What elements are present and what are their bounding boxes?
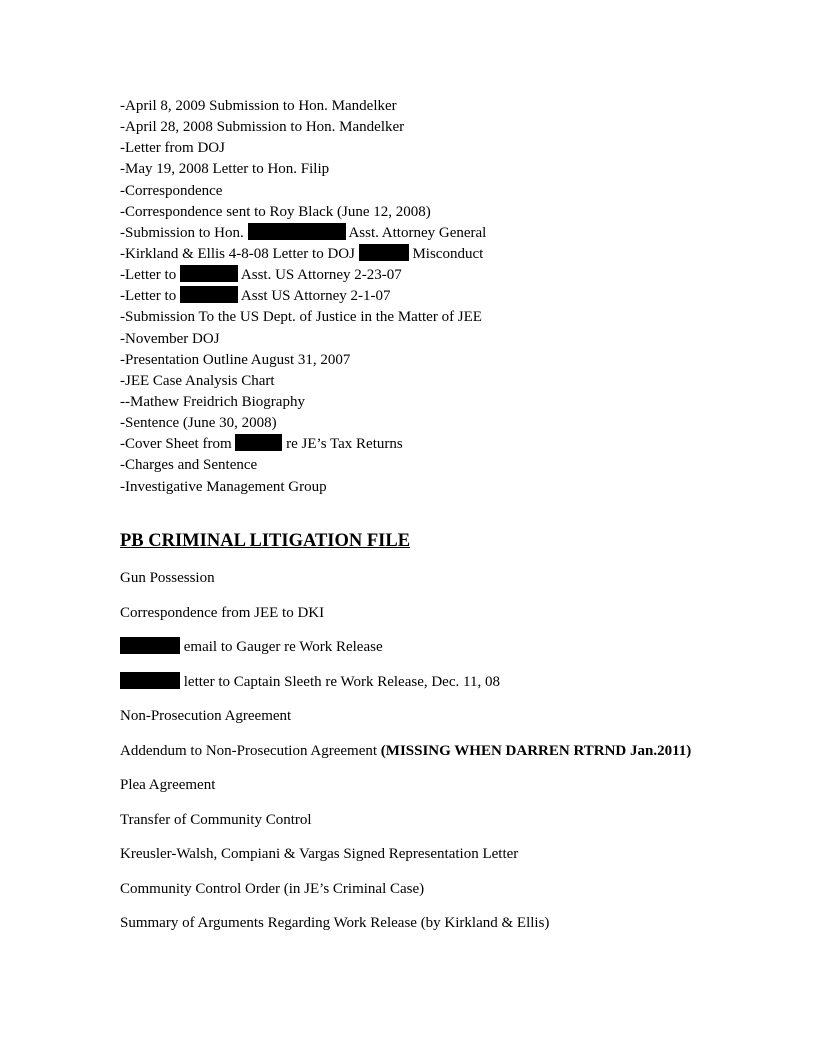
list-item: -Letter from DOJ	[120, 140, 225, 157]
list-item-text: Addendum to Non-Prosecution Agreement	[120, 742, 381, 759]
list-item	[120, 265, 720, 286]
section-file-list	[120, 568, 700, 948]
list-item: -Submission To the US Dept. of Justice in the Matter of JEE	[120, 309, 482, 326]
list-item-text: Asst. US Attorney 2-23-07	[237, 267, 402, 284]
redaction-bar	[120, 637, 180, 654]
list-item-text: -Cover Sheet from	[120, 436, 236, 453]
list-item-non-prosecution: Non-Prosecution Agreement	[120, 708, 292, 724]
list-item-text: -Kirkland & Ellis 4-8-08 Letter to DOJ	[120, 245, 359, 262]
list-item: -April 28, 2008 Submission to Hon. Mandelker	[120, 119, 405, 136]
list-item-text: -Submission to Hon.	[120, 224, 248, 241]
list-item: -Correspondence sent to Roy Black (June 12, 2008)	[120, 203, 431, 220]
list-item	[120, 223, 720, 244]
list-item: -May 19, 2008 Letter to Hon. Filip	[120, 161, 330, 178]
redaction-bar	[359, 244, 409, 261]
list-item-correspondence: Correspondence from JEE to DKI	[120, 604, 325, 621]
list-item-community-control-order: Community Control Order (in JE’s Criminal Case)	[120, 880, 425, 897]
list-item-transfer: Transfer of Community Control	[120, 811, 312, 828]
list-item: -Investigative Management Group	[120, 478, 327, 495]
list-item-text: Misconduct	[408, 245, 484, 262]
list-item-text: -Letter to	[120, 267, 180, 284]
list-item-text: Asst. Attorney General	[345, 224, 487, 241]
list-item: -Presentation Outline August 31, 2007	[120, 351, 351, 368]
list-item-text: letter to Captain Sleeth re Work Release, Dec. 11, 08	[180, 673, 500, 690]
missing-note: (MISSING WHEN DARREN RTRND Jan.2011)	[380, 742, 692, 759]
list-item-gun-possession: Gun Possession	[120, 570, 215, 586]
redaction-bar	[120, 672, 180, 689]
list-item: -JEE Case Analysis Chart	[120, 372, 275, 389]
list-item: --Mathew Freidrich Biography	[120, 393, 305, 410]
list-item-text: Asst US Attorney 2-1-07	[237, 288, 391, 305]
redaction-bar	[180, 265, 238, 282]
list-item-plea: Plea Agreement	[120, 777, 216, 793]
list-item: -Charges and Sentence	[120, 457, 258, 474]
top-file-list	[120, 96, 720, 498]
list-item: -November DOJ	[120, 330, 220, 347]
redaction-bar	[248, 223, 346, 240]
list-item: -April 8, 2009 Submission to Hon. Mandelker	[120, 98, 397, 114]
list-item-text: email to Gauger re Work Release	[180, 639, 383, 655]
list-item-representation-letter: Kreusler-Walsh, Compiani & Vargas Signed Representation Letter	[120, 846, 519, 862]
list-item	[120, 434, 720, 455]
list-item-addendum	[120, 741, 700, 762]
list-item-text: -Letter to	[120, 288, 180, 305]
list-item: -Correspondence	[120, 182, 223, 199]
list-item-summary-of-arguments: Summary of Arguments Regarding Work Release (by Kirkland & Ellis)	[120, 915, 550, 931]
section-title: PB CRIMINAL LITIGATION FILE	[120, 531, 411, 551]
list-item: -Sentence (June 30, 2008)	[120, 415, 277, 432]
list-item-email	[120, 637, 700, 658]
list-item	[120, 244, 720, 265]
list-item-letter	[120, 672, 700, 693]
list-item-text: re JE’s Tax Returns	[282, 436, 403, 453]
list-item	[120, 286, 720, 307]
redaction-bar	[235, 434, 282, 451]
redaction-bar	[180, 286, 238, 303]
